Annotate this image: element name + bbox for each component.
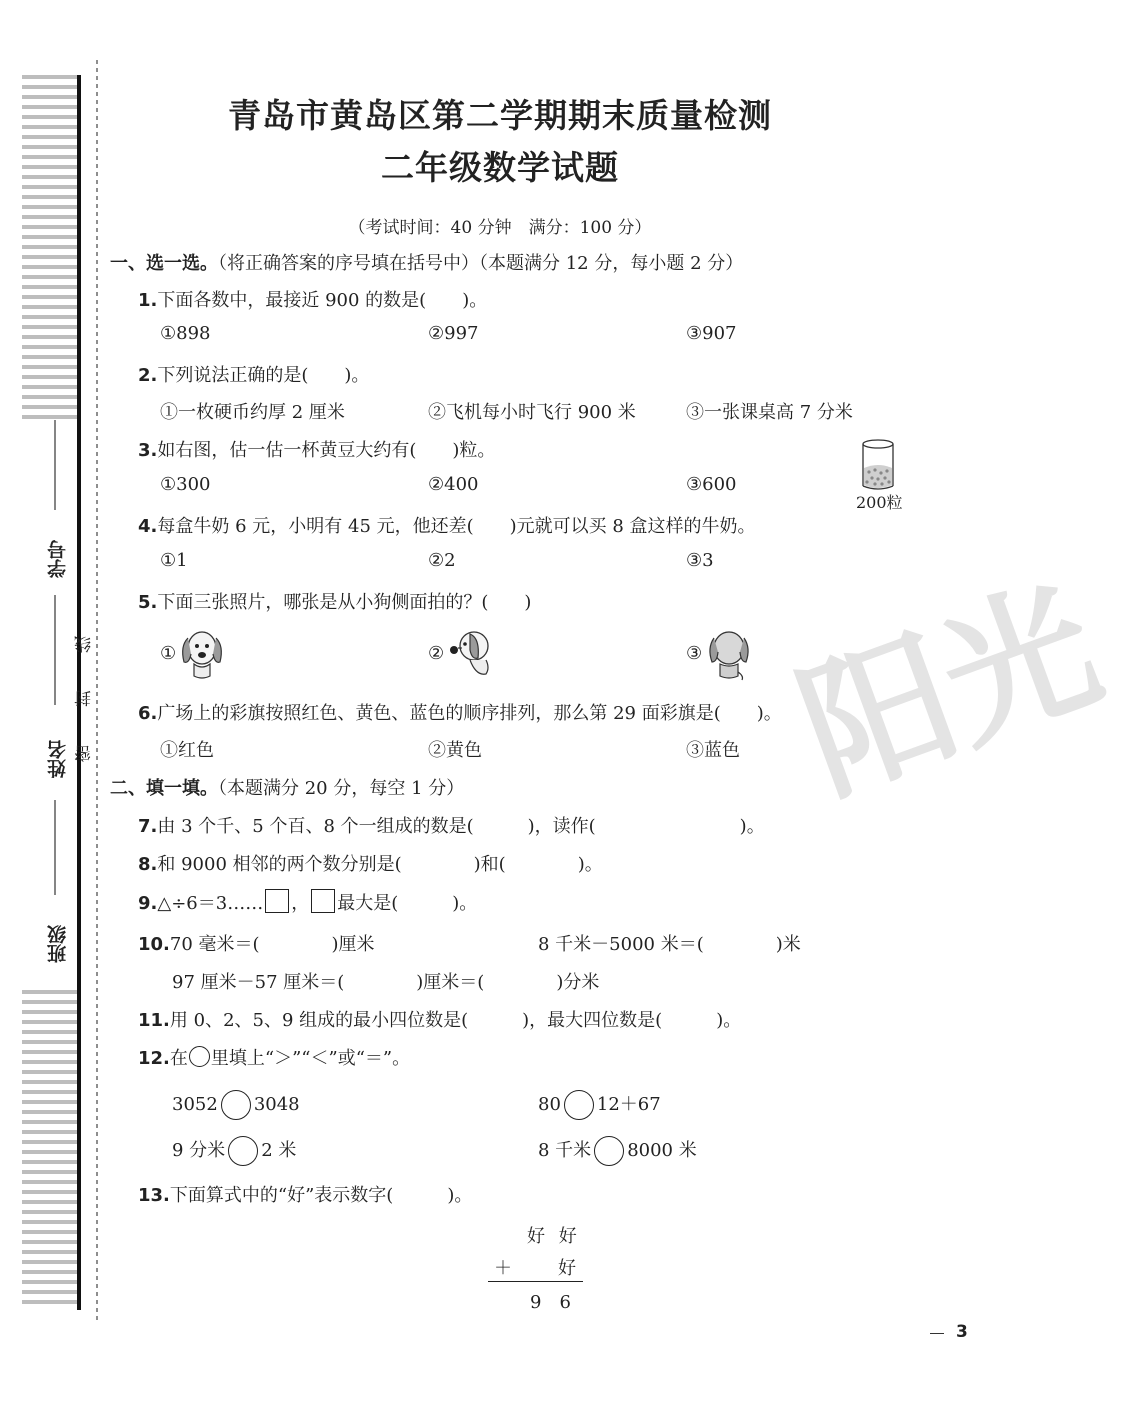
page-number: 3 [956,1322,968,1342]
question-12 [138,1044,410,1070]
question-text: 由 3 个千、5 个百、8 个一组成的数是( )，读作( )。 [157,816,765,837]
section1-heading [110,249,743,275]
question-text: 如右图，估一估一杯黄豆大约有( )粒。 [157,440,496,461]
q5-option-3: ③ [686,643,703,664]
addition-result: 9 6 [530,1292,571,1313]
exam-title: 青岛市黄岛区第二学期期末质量检测 [228,96,772,135]
section1-title: 一、选一选。 [110,253,218,274]
addition-plus-sign: ＋ [494,1258,512,1279]
answer-box [265,889,289,913]
exam-info: （考试时间：40 分钟 满分：100 分） [348,218,652,238]
section2-note: （本题满分 20 分，每空 1 分） [218,778,465,799]
question-number: 1. [138,290,158,311]
bean-cup-label: 200粒 [856,493,903,512]
question-number: 8. [138,854,158,875]
compare-circle[interactable] [228,1136,258,1166]
question-number: 13. [138,1185,170,1206]
student-id-label: 学号 [47,540,69,578]
question-number: 4. [138,516,158,537]
q3-option-3: ③600 [686,474,737,495]
compare-left: 9 分米 [172,1140,226,1161]
q9-text: 最大是( )。 [337,893,478,914]
q4-option-3: ③3 [686,550,714,571]
question-text: 下面各数中，最接近 900 的数是( )。 [157,290,488,311]
page-number-dash [930,1333,944,1334]
q5-option-2: ② [428,643,445,664]
compare-left: 80 [538,1094,561,1115]
q6-option-1: ①红色 [160,740,214,761]
compare-right: 3048 [253,1094,300,1115]
q12-item-3 [172,1136,296,1166]
dog-front-view-icon [178,624,226,682]
question-9 [138,889,477,915]
question-number: 7. [138,816,158,837]
dog-side-view-icon [446,624,496,682]
question-2 [138,361,369,387]
compare-circle[interactable] [221,1090,251,1120]
class-label: 班级 [47,925,69,963]
question-number: 11. [138,1010,170,1031]
seal-char-line: 线 [75,636,95,653]
section2-heading [110,774,464,800]
q12-text-post: 里填上“＞”“＜”或“＝”。 [210,1048,411,1069]
q12-item-4 [538,1136,697,1166]
question-number: 2. [138,365,158,386]
q6-option-3: ③蓝色 [686,740,740,761]
question-1 [138,286,487,312]
question-text: 下面算式中的“好”表示数字( )。 [169,1185,473,1206]
q2-option-1: ①一枚硬币约厚 2 厘米 [160,402,345,423]
name-label: 姓名 [47,740,69,778]
bean-cup-icon [858,438,898,493]
q4-option-1: ①1 [160,550,188,571]
exam-subtitle: 二年级数学试题 [381,148,619,187]
addition-row-2: 好 [558,1258,576,1279]
question-8 [138,850,603,876]
addition-row-1: 好 好 [527,1226,581,1247]
question-11 [138,1006,741,1032]
q6-option-2: ②黄色 [428,740,482,761]
watermark: 阳光 [779,558,1121,825]
section2-title: 二、填一填。 [110,778,218,799]
q1-option-3: ③907 [686,323,737,344]
question-5 [138,588,531,614]
compare-left: 3052 [172,1094,218,1115]
question-6 [138,699,782,725]
question-number: 6. [138,703,158,724]
addition-line [488,1281,583,1282]
question-text: 下列说法正确的是( )。 [157,365,370,386]
q2-option-2: ②飞机每小时飞行 900 米 [428,402,636,423]
compare-circle[interactable] [594,1136,624,1166]
compare-circle[interactable] [564,1090,594,1120]
compare-circle-icon [189,1046,210,1067]
seal-char-seal: 封 [75,690,95,707]
compare-right: 12＋67 [596,1094,661,1115]
q1-option-2: ②997 [428,323,479,344]
q5-option-1: ① [160,643,177,664]
q10-part-b: 8 千米－5000 米＝( )米 [538,934,801,955]
q12-item-1 [172,1090,300,1120]
q9-expression: △÷6＝3…… [157,893,264,914]
compare-right: 2 米 [261,1140,297,1161]
q3-option-1: ①300 [160,474,211,495]
q3-option-2: ②400 [428,474,479,495]
q9-separator: ， [291,893,310,914]
question-3 [138,436,495,462]
q10-part-a: 70 毫米＝( )厘米 [169,934,375,955]
question-4 [138,512,756,538]
question-number: 5. [138,592,158,613]
seal-char-secret: 密 [75,745,95,762]
question-text: 广场上的彩旗按照红色、黄色、蓝色的顺序排列，那么第 29 面彩旗是( )。 [157,703,782,724]
answer-box [311,889,335,913]
q4-option-2: ②2 [428,550,456,571]
question-number: 12. [138,1048,170,1069]
question-text: 下面三张照片，哪张是从小狗侧面拍的？( ) [157,592,532,613]
compare-right: 8000 米 [627,1140,697,1161]
question-text: 用 0、2、5、9 组成的最小四位数是( )，最大四位数是( )。 [169,1010,742,1031]
question-number: 3. [138,440,158,461]
question-number: 10. [138,934,170,955]
q2-option-3: ③一张课桌高 7 分米 [686,402,853,423]
question-number: 9. [138,893,158,914]
dog-back-view-icon [704,624,754,682]
compare-left: 8 千米 [538,1140,592,1161]
q10-part-c: 97 厘米－57 厘米＝( )厘米＝( )分米 [172,972,600,993]
q12-text-pre: 在 [169,1048,188,1069]
question-7 [138,812,765,838]
question-text: 和 9000 相邻的两个数分别是( )和( )。 [157,854,603,875]
question-13 [138,1181,472,1207]
question-text: 每盒牛奶 6 元，小明有 45 元，他还差( )元就可以买 8 盒这样的牛奶。 [157,516,756,537]
question-10 [138,930,375,956]
q12-item-2 [538,1090,661,1120]
q1-option-1: ①898 [160,323,211,344]
section1-note: （将正确答案的序号填在括号中）（本题满分 12 分，每小题 2 分） [218,253,744,274]
